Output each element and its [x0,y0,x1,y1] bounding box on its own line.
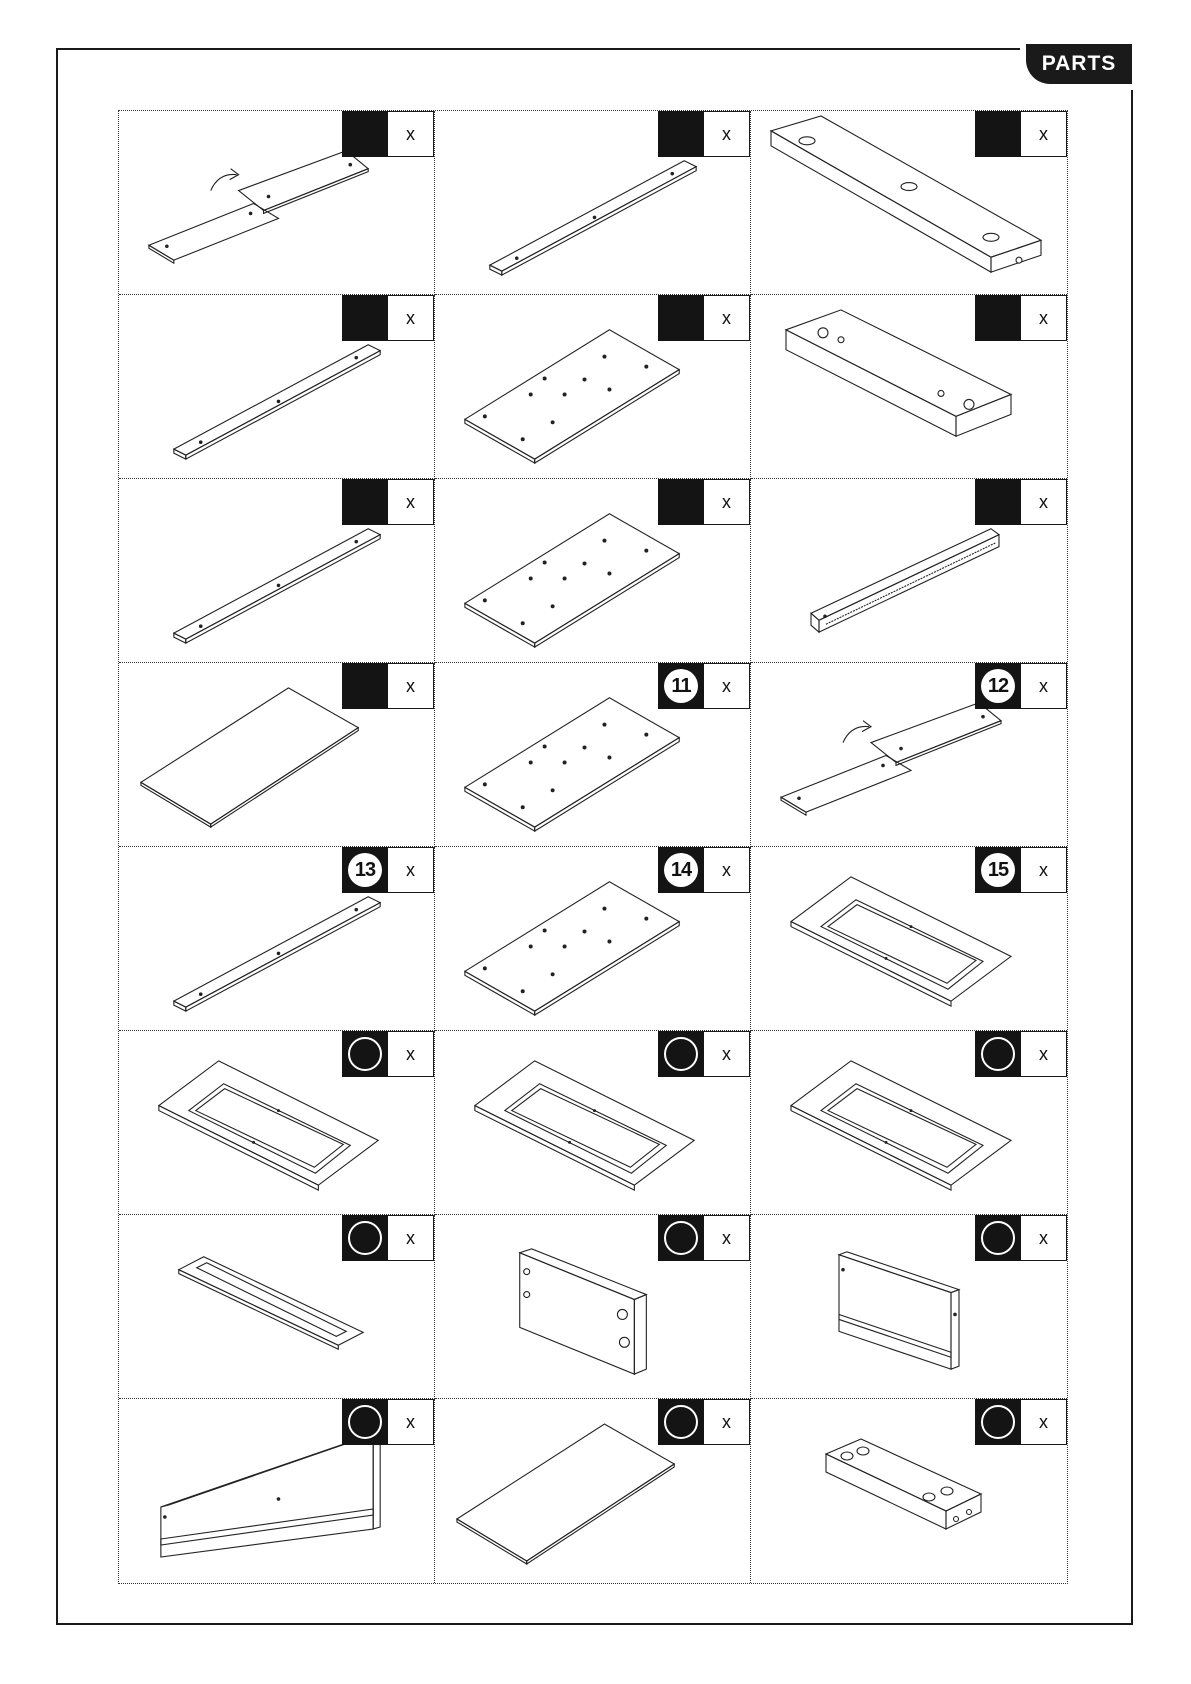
part-number-circle [348,1221,382,1255]
part-quantity: x [388,479,434,525]
part-number: 13 [348,853,382,887]
part-cell [119,479,435,663]
part-number-box [658,1399,704,1445]
part-number-circle [348,1405,382,1439]
part-badge [975,663,1067,709]
part-cell [435,1399,751,1583]
part-quantity: x [1021,1399,1067,1445]
part-quantity: x [1021,1215,1067,1261]
part-badge [658,1215,750,1261]
part-number-box [975,1399,1021,1445]
part-quantity: x [1021,847,1067,893]
part-badge [658,295,750,341]
part-quantity: x [388,1399,434,1445]
parts-grid [118,110,1068,1584]
part-cell [751,111,1067,295]
part-cell [751,1031,1067,1215]
part-number-box [342,1399,388,1445]
part-badge [658,1031,750,1077]
part-badge [342,1031,434,1077]
part-badge [975,295,1067,341]
part-quantity: x [704,1031,750,1077]
part-cell [435,847,751,1031]
part-number-circle [348,1037,382,1071]
part-number-box [342,111,388,157]
part-badge [975,1399,1067,1445]
part-badge [975,1031,1067,1077]
part-badge [658,847,750,893]
part-cell [119,1399,435,1583]
part-quantity: x [704,111,750,157]
part-cell [119,1031,435,1215]
part-number-box [342,1031,388,1077]
part-number-box [658,1215,704,1261]
part-badge [975,847,1067,893]
part-badge [342,1399,434,1445]
part-badge [342,479,434,525]
part-number: 15 [981,853,1015,887]
part-number-circle [981,1221,1015,1255]
part-cell [751,847,1067,1031]
part-badge [975,479,1067,525]
part-number: 11 [664,669,698,703]
part-quantity: x [704,847,750,893]
part-number-box [975,479,1021,525]
part-number-box [658,663,704,709]
parts-tab: PARTS [1026,44,1132,84]
part-number-box [975,847,1021,893]
part-badge [658,1399,750,1445]
part-cell [435,479,751,663]
part-cell [435,663,751,847]
part-cell [119,663,435,847]
part-number-box [342,479,388,525]
part-number-box [975,295,1021,341]
part-number-circle [664,1037,698,1071]
part-cell [435,1215,751,1399]
part-quantity: x [1021,295,1067,341]
part-quantity: x [388,1215,434,1261]
part-cell [119,111,435,295]
part-badge [975,1215,1067,1261]
part-badge [975,111,1067,157]
part-number: 12 [981,669,1015,703]
part-badge [658,111,750,157]
part-badge [658,479,750,525]
part-number-box [342,1215,388,1261]
part-quantity: x [1021,1031,1067,1077]
part-quantity: x [388,663,434,709]
part-number-box [658,295,704,341]
part-number-circle [981,1037,1015,1071]
part-quantity: x [704,663,750,709]
part-quantity: x [388,847,434,893]
part-cell [119,847,435,1031]
part-number-box [975,663,1021,709]
part-quantity: x [704,1215,750,1261]
part-quantity: x [1021,479,1067,525]
part-number-circle [981,1405,1015,1439]
part-number-box [975,1215,1021,1261]
part-quantity: x [1021,111,1067,157]
part-number-box [342,295,388,341]
part-badge [342,663,434,709]
part-badge [342,847,434,893]
part-cell [119,1215,435,1399]
part-cell [119,295,435,479]
part-number-circle [664,1405,698,1439]
part-cell [435,111,751,295]
part-cell [435,1031,751,1215]
part-cell [435,295,751,479]
part-quantity: x [1021,663,1067,709]
part-number-box [342,663,388,709]
part-quantity: x [388,295,434,341]
part-badge [342,295,434,341]
part-cell [751,295,1067,479]
part-number-box [658,1031,704,1077]
part-number-box [975,111,1021,157]
part-cell [751,479,1067,663]
part-number-box [342,847,388,893]
part-badge [658,663,750,709]
part-quantity: x [388,1031,434,1077]
part-number-box [658,479,704,525]
part-cell [751,1399,1067,1583]
part-number: 14 [664,853,698,887]
part-badge [342,1215,434,1261]
part-quantity: x [704,1399,750,1445]
part-badge [342,111,434,157]
part-number-box [975,1031,1021,1077]
part-number-box [658,847,704,893]
part-number-circle [664,1221,698,1255]
part-quantity: x [704,479,750,525]
part-cell [751,1215,1067,1399]
part-number-box [658,111,704,157]
part-cell [751,663,1067,847]
part-quantity: x [704,295,750,341]
part-quantity: x [388,111,434,157]
